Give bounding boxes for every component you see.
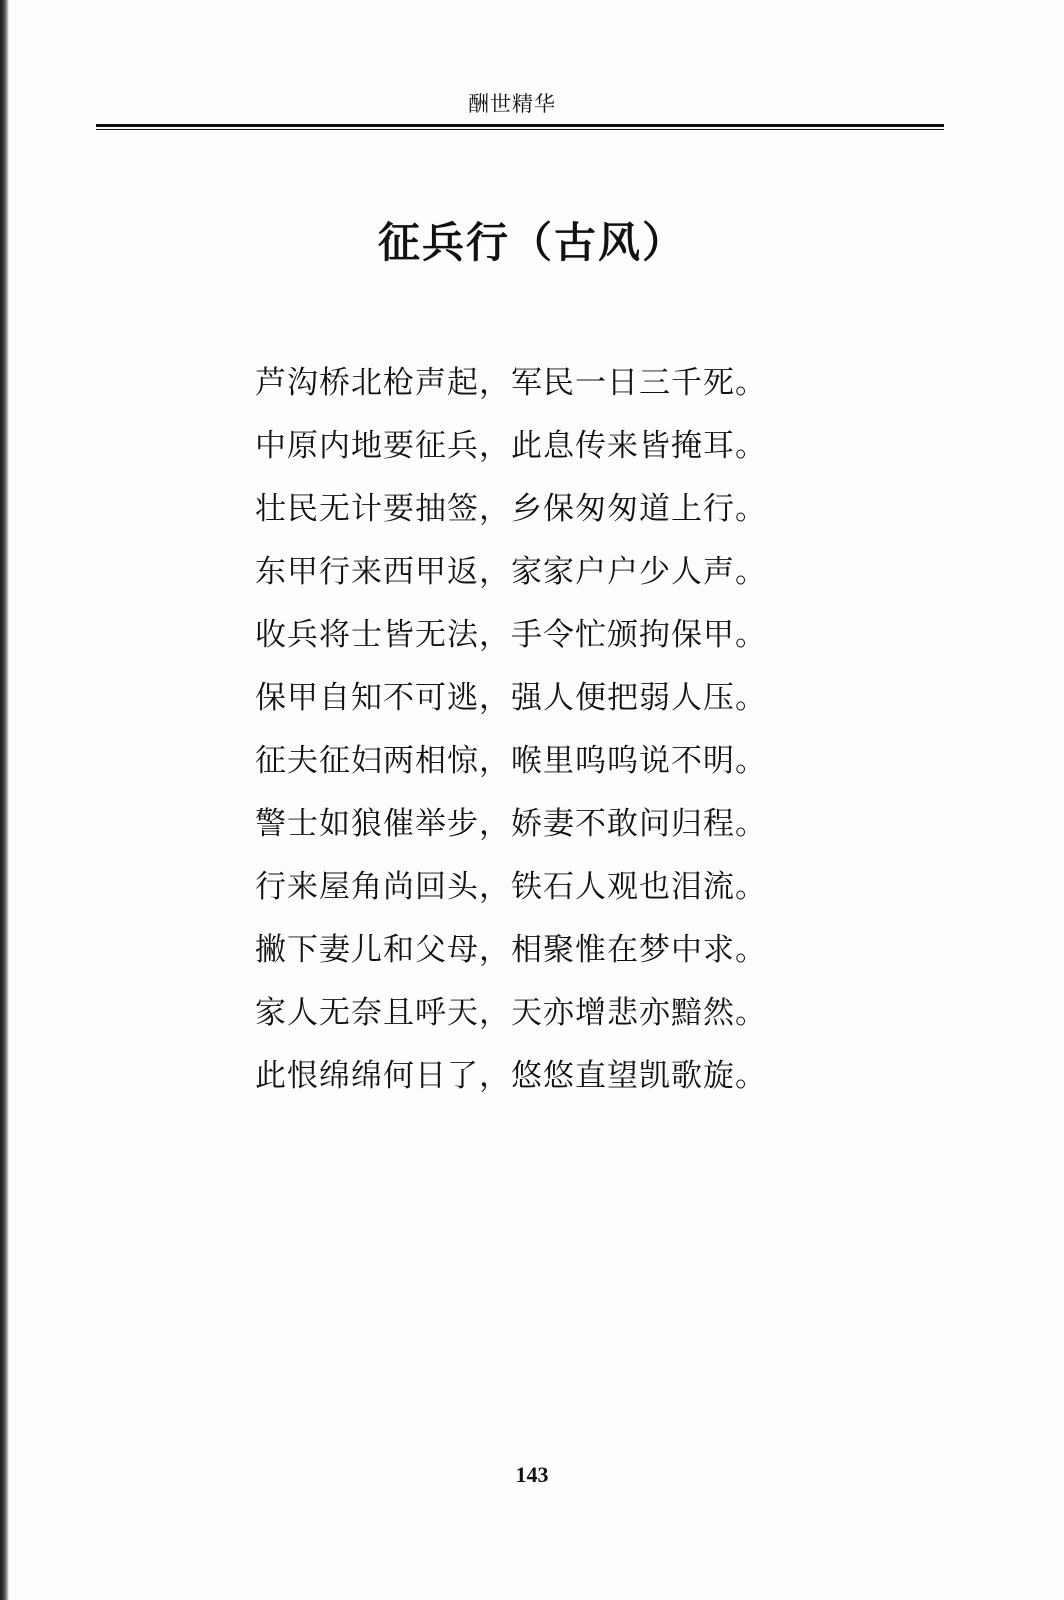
poem-line: 征夫征妇两相惊，喉里呜呜说不明。 xyxy=(255,743,767,779)
poem-line: 壮民无计要抽签，乡保匆匆道上行。 xyxy=(255,491,767,527)
running-header: 酬世精华 xyxy=(468,92,556,116)
poem-line: 行来屋角尚回头，铁石人观也泪流。 xyxy=(255,869,767,905)
poem-line: 保甲自知不可逃，强人便把弱人压。 xyxy=(255,680,767,716)
poem-line: 芦沟桥北枪声起，军民一日三千死。 xyxy=(255,365,767,401)
poem-line: 家人无奈且呼天，天亦增悲亦黯然。 xyxy=(255,995,767,1031)
poem-line: 警士如狼催举步，娇妻不敢问归程。 xyxy=(255,806,767,842)
poem-line: 东甲行来西甲返，家家户户少人声。 xyxy=(255,554,767,590)
poem-line: 收兵将士皆无法，手令忙颁拘保甲。 xyxy=(255,617,767,653)
poem-line: 撇下妻儿和父母，相聚惟在梦中求。 xyxy=(255,932,767,968)
header-rule-thick xyxy=(96,124,944,127)
poem-body xyxy=(255,352,815,1108)
poem-line: 中原内地要征兵，此息传来皆掩耳。 xyxy=(255,428,767,464)
poem-title: 征兵行（古风） xyxy=(377,218,686,267)
poem-line: 此恨绵绵何日了，悠悠直望凯歌旋。 xyxy=(255,1058,767,1094)
page-number: 143 xyxy=(515,1462,549,1487)
header-rule-thin xyxy=(96,129,944,130)
